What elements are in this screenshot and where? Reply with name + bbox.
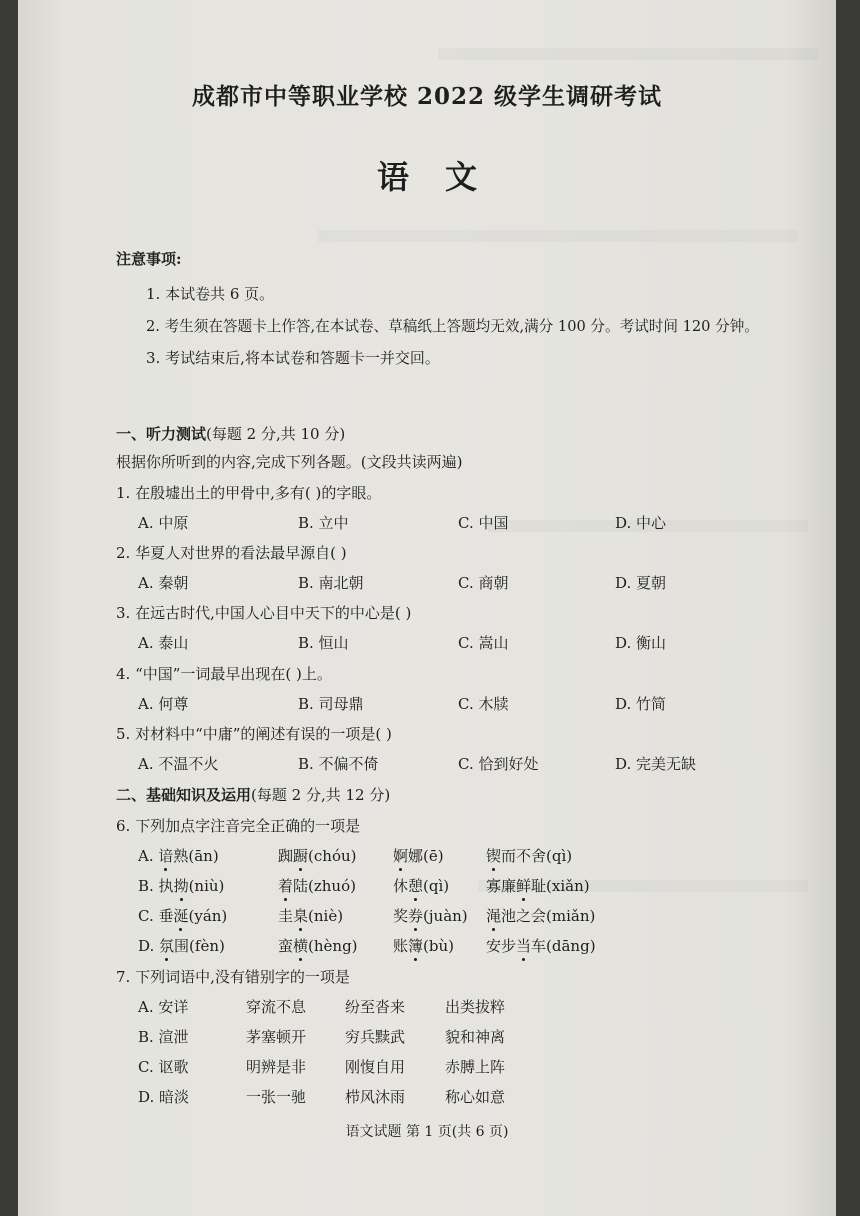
pinyin-option: 安步当车(dāng) bbox=[486, 937, 596, 955]
exam-page bbox=[18, 0, 836, 1216]
answer-option: A. 何尊 bbox=[138, 695, 189, 713]
notice-item: 3. 考试结束后,将本试卷和答题卡一并交回。 bbox=[146, 349, 440, 367]
answer-option: C. 木牍 bbox=[458, 695, 509, 713]
answer-option: A. 秦朝 bbox=[138, 574, 189, 592]
question-stem: 6. 下列加点字注音完全正确的一项是 bbox=[116, 817, 361, 835]
bleed-through bbox=[318, 230, 798, 242]
answer-option: B. 立中 bbox=[298, 514, 349, 532]
pinyin-option: 圭臬(niè) bbox=[278, 907, 344, 925]
pinyin-option: 渑池之会(miǎn) bbox=[486, 907, 596, 925]
pinyin-option: 着陆(zhuó) bbox=[278, 877, 356, 895]
word-option: D. 暗淡 bbox=[138, 1088, 190, 1106]
exam-title: 成都市中等职业学校 2022 级学生调研考试 bbox=[191, 83, 663, 110]
word-option: 刚愎自用 bbox=[345, 1058, 406, 1076]
bleed-through bbox=[438, 48, 818, 60]
subject-title: 语文 bbox=[376, 158, 513, 196]
answer-option: B. 南北朝 bbox=[298, 574, 364, 592]
question-stem: 7. 下列词语中,没有错别字的一项是 bbox=[116, 968, 350, 986]
question-stem: 1. 在殷墟出土的甲骨中,多有( )的字眼。 bbox=[116, 484, 382, 502]
pinyin-option: 蛮横(hèng) bbox=[278, 937, 358, 955]
word-option: 貌和神离 bbox=[445, 1028, 506, 1046]
notice-item: 2. 考生须在答题卡上作答,在本试卷、草稿纸上答题均无效,满分 100 分。考试时间 120 分钟。 bbox=[146, 318, 759, 335]
answer-option: D. 夏朝 bbox=[615, 574, 667, 592]
pinyin-option: B. 执拗(niù) bbox=[138, 877, 225, 895]
word-option: 穿流不息 bbox=[246, 998, 307, 1016]
answer-option: D. 竹简 bbox=[615, 695, 667, 713]
pinyin-option: 踟蹰(chóu) bbox=[278, 847, 357, 865]
section1-instruction: 根据你所听到的内容,完成下列各题。(文段共读两遍) bbox=[116, 453, 463, 471]
pinyin-option: C. 垂涎(yán) bbox=[138, 907, 228, 925]
word-option: 栉风沐雨 bbox=[345, 1088, 406, 1106]
word-option: C. 讴歌 bbox=[138, 1058, 189, 1076]
word-option: 穷兵黩武 bbox=[345, 1028, 406, 1046]
answer-option: B. 恒山 bbox=[298, 634, 349, 652]
section2-score: (每题 2 分,共 12 分) bbox=[251, 786, 391, 804]
word-option: 茅塞顿开 bbox=[246, 1028, 307, 1046]
word-option: 出类拔粹 bbox=[445, 998, 506, 1016]
question-stem: 2. 华夏人对世界的看法最早源自( ) bbox=[116, 544, 347, 562]
question-stem: 5. 对材料中“中庸”的阐述有误的一项是( ) bbox=[116, 725, 392, 743]
answer-option: B. 司母鼎 bbox=[298, 695, 364, 713]
question-stem: 3. 在远古时代,中国人心目中天下的中心是( ) bbox=[116, 604, 412, 622]
word-option: 明辨是非 bbox=[246, 1058, 307, 1076]
word-option: 称心如意 bbox=[445, 1088, 506, 1106]
pinyin-option: 锲而不舍(qì) bbox=[486, 847, 573, 865]
word-option: A. 安详 bbox=[138, 998, 189, 1016]
answer-option: D. 完美无缺 bbox=[615, 755, 697, 773]
answer-option: A. 中原 bbox=[138, 514, 189, 532]
answer-option: C. 恰到好处 bbox=[458, 755, 539, 773]
question-stem: 4. “中国”一词最早出现在( )上。 bbox=[116, 665, 332, 683]
section1-score: (每题 2 分,共 10 分) bbox=[206, 425, 346, 443]
answer-option: A. 泰山 bbox=[138, 634, 189, 652]
answer-option: D. 衡山 bbox=[615, 634, 667, 652]
pinyin-option: 奖券(juàn) bbox=[393, 907, 468, 925]
answer-option: D. 中心 bbox=[615, 514, 667, 532]
page-footer: 语文试题 第 1 页(共 6 页) bbox=[345, 1124, 509, 1140]
answer-option: C. 商朝 bbox=[458, 574, 509, 592]
pinyin-option: D. 氛围(fèn) bbox=[138, 937, 225, 955]
answer-option: C. 嵩山 bbox=[458, 634, 509, 652]
notice-item: 1. 本试卷共 6 页。 bbox=[146, 285, 275, 303]
word-option: 一张一驰 bbox=[246, 1088, 307, 1106]
section1-heading: 一、听力测试 bbox=[116, 425, 207, 443]
answer-option: A. 不温不火 bbox=[138, 755, 219, 773]
answer-option: C. 中国 bbox=[458, 514, 509, 532]
answer-option: B. 不偏不倚 bbox=[298, 755, 379, 773]
section2-heading: 二、基础知识及运用 bbox=[116, 786, 252, 804]
section2-header bbox=[116, 784, 390, 805]
pinyin-option: A. 谙熟(ān) bbox=[138, 847, 219, 865]
pinyin-option: 账簿(bù) bbox=[393, 937, 454, 955]
section1-header bbox=[116, 423, 345, 444]
pinyin-option: 婀娜(ē) bbox=[393, 847, 444, 865]
word-option: 赤膊上阵 bbox=[445, 1058, 506, 1076]
word-option: B. 渲泄 bbox=[138, 1028, 189, 1046]
pinyin-option: 寡廉鲜耻(xiǎn) bbox=[486, 877, 590, 895]
notice-heading: 注意事项: bbox=[116, 250, 182, 268]
word-option: 纷至沓来 bbox=[345, 998, 406, 1016]
pinyin-option: 休憩(qì) bbox=[393, 877, 450, 895]
